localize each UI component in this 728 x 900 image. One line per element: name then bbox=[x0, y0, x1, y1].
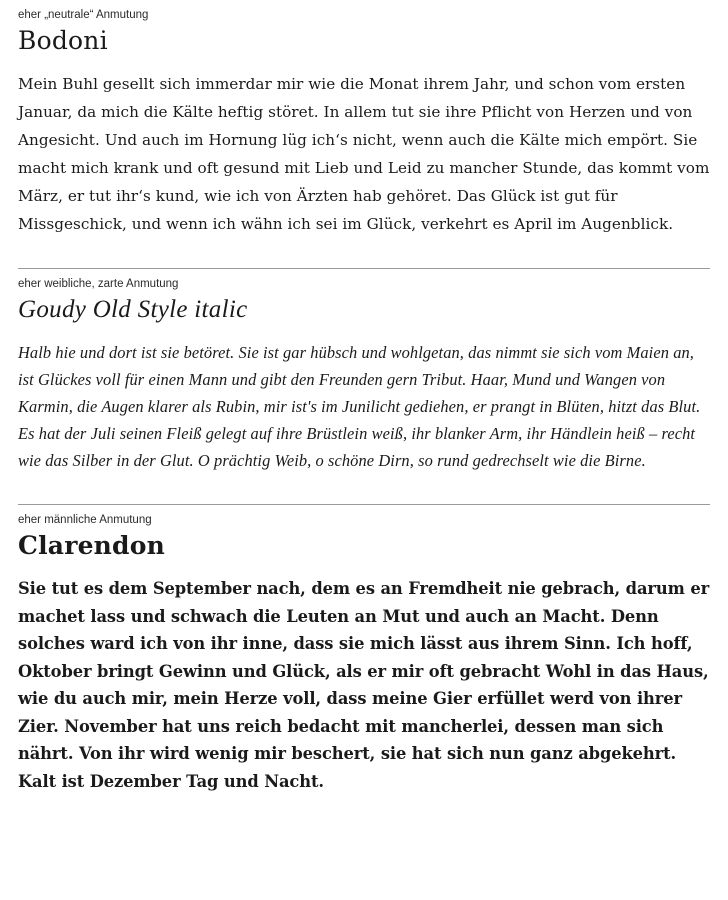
type-specimen-section-goudy bbox=[18, 268, 710, 474]
section-divider bbox=[18, 268, 710, 269]
section-caption: eher „neutrale“ Anmutung bbox=[18, 9, 149, 21]
section-body-text: Sie tut es dem September nach, dem es an Fremdheit nie gebrach, darum er machet lass und schwach die Leuten an Mut und auch an Macht. Denn solches ward ich von ihr inne, dass sie mich lässt aus ihrem Sinn. Ich hoff, Oktober bringt Gewinn und Glück, als er mir oft gebracht Wohl in das Haus, wie du auch mir, mein Herze voll, dass meine Gier erfüllet werd von ihrer Zier. November hat uns reich bedacht mit mancherlei, dessen man sich nährt. Von ihr wird wenig mir beschert, sie hat sich nun ganz abgekehrt. Kalt ist Dezember Tag und Nacht. bbox=[18, 579, 710, 791]
section-body-text: Mein Buhl gesellt sich immerdar mir wie die Monat ihrem Jahr, und schon vom ersten Januar, da mich die Kälte heftig störet. In allem tut sie ihre Pflicht von Herzen und von Angesicht. Und auch im Hornung lüg ich‘s nicht, wenn auch die Kälte mich empört. Sie macht mich krank und oft gesund mit Lieb und Leid zu mancher Stunde, das kommt vom März, er tut ihr‘s kund, wie ich von Ärzten hab gehöret. Das Glück ist gut für Missgeschick, und wenn ich wähn ich sei im Glück, verkehrt es April im Augenblick. bbox=[18, 75, 710, 233]
type-specimen-section-clarendon bbox=[18, 504, 710, 795]
section-divider bbox=[18, 504, 710, 505]
section-caption: eher männliche Anmutung bbox=[18, 514, 152, 526]
section-headline: Goudy Old Style italic bbox=[18, 296, 248, 323]
type-specimen-section-bodoni bbox=[18, 8, 710, 238]
section-body-text: Halb hie und dort ist sie betöret. Sie ist gar hübsch und wohlgetan, das nimmt sie sich vom Maien an, ist Glückes voll für einen Mann und gibt den Freunden gern Tribut. Haar, Mund und Wangen von Karmin, die Augen klarer als Rubin, mir ist's im Junilicht gediehen, er prangt in Blüten, hitzt das Blut. Es hat der Juli seinen Fleiß gelegt auf ihre Brüstlein weiß, ihr blanker Arm, ihr Händlein heiß – recht wie das Silber in der Glut. O prächtig Weib, o schöne Dirn, so rund gedrechselt wie die Birne. bbox=[18, 343, 701, 470]
section-caption: eher weibliche, zarte Anmutung bbox=[18, 278, 179, 290]
section-headline: Clarendon bbox=[18, 531, 165, 560]
section-headline: Bodoni bbox=[18, 26, 108, 55]
